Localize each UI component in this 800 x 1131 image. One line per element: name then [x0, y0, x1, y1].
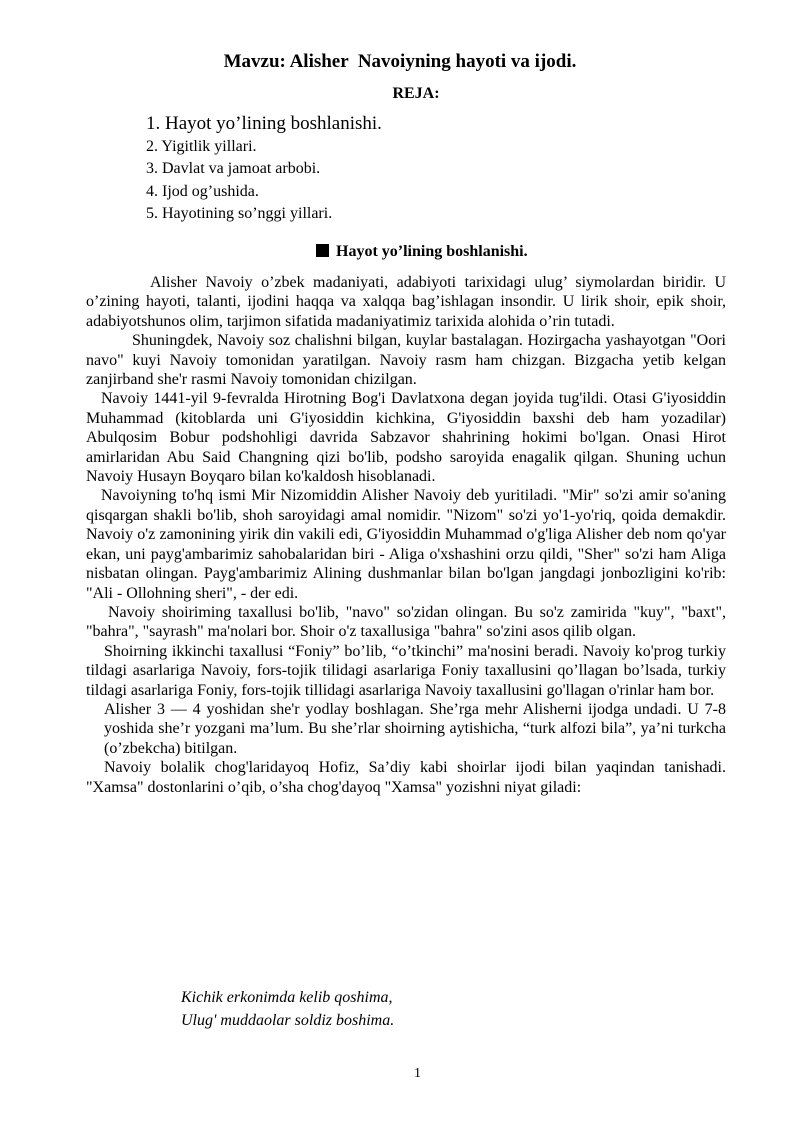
black-square-icon [316, 244, 329, 257]
section-heading [316, 241, 528, 263]
body-text [86, 273, 726, 797]
poem-line: Ulug' muddaolar soldiz boshima. [181, 1012, 395, 1029]
plan-item: 5. Hayotining so’nggi yillari. [146, 205, 333, 222]
poem-quote [181, 986, 394, 1032]
plan-item: 3. Davlat va jamoat arbobi. [146, 160, 321, 177]
paragraph: Navoiy bolalik chog'laridayoq Hofiz, Sa’diy kabi shoirlar ijodi bilan yaqindan tanishadi. "Xamsa" dostonlarini o’qib, o’sha chog'dayoq "Xamsa" yozishni niyat giladi: [86, 759, 726, 796]
paragraph: Shoirning ikkinchi taxallusi “Foniy” bo’lib, “o’tkinchi” ma'nosini beradi. Navoiy ko'prog turkiy tildagi asarlariga Navoiy, fors-tojik tilidagi asarlariga Foniy taxallusini qo’llagan bo’lsada, turkiy tildagi asarlariga Foniy, fors-tojik tillidagi asarlariga Navoiy taxallusini go'llagan o'rinlar ham bor. [86, 642, 726, 699]
paragraph: Alisher Navoiy o’zbek madaniyati, adabiyoti tarixidagi ulug’ siymolardan biridir. U o’zining hayoti, talanti, ijodini haqqa va xalqqa bag’ishlagan insondir. U lirik shoir, epik shoir, adabiyotshunos olim, tarjimon sifatida madaniyatimiz tarixida alohida o’rin tutadi. [86, 274, 726, 330]
plan-item: 4. Ijod og’ushida. [146, 182, 259, 200]
page-title: Mavzu: Alisher Navoiyning hayoti va ijodi. [223, 51, 577, 72]
paragraph: Alisher 3 — 4 yoshidan she'r yodlay boshlagan. She’rga mehr Alisherni ijodga undadi. U 7-8 yoshida she’r yozgani ma’lum. Bu she’rlar shoirning aytishicha, “turk alfozi bila”, ya’ni turkcha (o’zbekcha) bitilgan. [104, 700, 726, 757]
plan-heading: REJA: [392, 85, 440, 102]
paragraph: Navoiy 1441-yil 9-fevralda Hirotning Bog'i Davlatxona degan joyida tug'ildi. Otasi G'iyosiddin Muhammad (kitoblarda uni G'iyosiddin kichkina, G'iyosiddin baxshi deb ham yozadilar) Abulqosim Bobur podshohligi davrida Sabzavor shahrining hokimi bo'lgan. Onasi Hirot amirlaridan Abu Said Changning qizi bo'lib, podsho saroyida enagalik qilgan. Shuning uchun Navoiy Husayn Boyqaro bilan ko'kaldosh hisoblanadi. [86, 390, 726, 486]
plan-list [146, 113, 382, 226]
paragraph: Navoiy shoiriming taxallusi bo'lib, "navo" so'zidan olingan. Bu so'z zamirida "kuy", "baxt", "bahra", "sayrash" ma'nolari bor. Shoir o'z taxallusiga "bahra" so'zini asos qilib olgan. [86, 603, 726, 641]
paragraph: Navoiyning to'hq ismi Mir Nizomiddin Alisher Navoiy deb yuritiladi. "Mir" so'zi amir so'aning qisqargan shakli bo'lib, shoh saroyidagi amal nomidir. "Nizom" so'zi yo'1-yo'riq, qoida demakdir. Navoiy o'z zamonining yirik din vakili edi, G'iyosiddin Muhammad o'g'liga Alisher deb nom qo'yar ekan, uni payg'ambarimiz sahobalaridan biri - Aliga o'xshashini orzu qildi, "Sher" so'zi ham Aliga nisbatan olingan. Payg'ambarimiz Alining dushmanlar bilan bo'lgan jangdagi jonbozligini ko'rib: "Ali - Ollohning sheri", - der edi. [86, 487, 726, 602]
plan-item: 1. Hayot yo’lining boshlanishi. [146, 113, 382, 134]
paragraph: Shuningdek, Navoiy soz chalishni bilgan, kuylar bastalagan. Hozirgacha yashayotgan "Oori navo" kuyi Navoiy tomonidan yaratilgan. Navoiy rasm ham chizgan. Bizgacha yetib kelgan zanjirband she'r rasmi Navoiy tomonidan chizilgan. [86, 332, 726, 389]
plan-item: 2. Yigitlik yillari. [146, 137, 257, 155]
page-number: 1 [414, 1066, 421, 1081]
poem-line: Kichik erkonimda kelib qoshima, [181, 989, 393, 1006]
section-heading-text: Hayot yo’lining boshlanishi. [336, 243, 528, 260]
